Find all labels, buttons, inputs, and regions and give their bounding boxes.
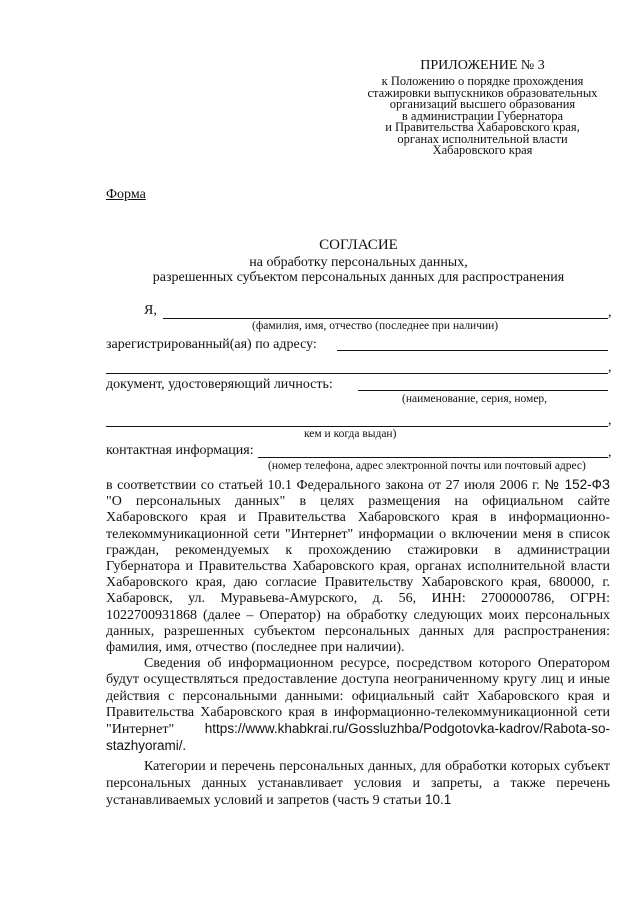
- appendix-header: [330, 57, 635, 157]
- address-label: зарегистрированный(ая) по адресу:: [106, 337, 317, 352]
- fio-field[interactable]: [163, 318, 608, 319]
- id-document-label: документ, удостоверяющий личность:: [106, 377, 333, 392]
- i-label: Я,: [144, 303, 157, 318]
- paragraph-text: Сведения об информационном ресурсе, посредством которого Оператором будут осуществляться предоставление доступа неограниченному кругу лиц и иные действия с персональными данными: официальный сайт Хабаровского края и Правительства Хабаровского края в информационно-телекоммуникационной сети "Интернет": [106, 656, 610, 738]
- appendix-line: стажировки выпускников образовательных: [367, 85, 598, 100]
- paragraph-text: Категории и перечень персональных данных, для обработки которых субъект персональных данных устанавливает условия и запреты, а также перечень устанавливаемых условий и запретов (часть 9 статьи: [106, 759, 610, 808]
- article-number: 10.1: [425, 791, 452, 807]
- paragraph-categories: [106, 759, 610, 809]
- appendix-line: в администрации Губернатора: [401, 108, 564, 123]
- paragraph-text: "О персональных данных" в целях размещения на официальном сайте Хабаровского края и Правительства Хабаровского края в информационно-телекоммуникационной сети "Интернет" информации о включении меня в список граждан, рекомендуемых к прохождению стажировки в администрации Губернатора и Правительства Хабаровского края, органах исполнительной власти Хабаровского края, даю согласие Правительству Хабаровского края, 680000, г. Хабаровск, ул. Муравьева-Амурского, д. 56, ИНН: 2700000786, ОГРН: 1022700931868 (далее – Оператор) на обработку следующих моих персональных данных, разрешенных субъектом персональных данных для распространения: фамилия, имя, отчество (последнее при наличии).: [106, 494, 610, 656]
- document-title: СОГЛАСИЕ: [319, 237, 398, 253]
- document-heading: [106, 235, 611, 285]
- appendix-line: организаций высшего образования: [389, 97, 576, 111]
- address-field-line2[interactable]: [106, 373, 608, 374]
- body-text: [106, 477, 610, 809]
- resource-url[interactable]: https://www.khabkrai.ru/Gossluzhba/Podgotovka-kadrov/Rabota-so-stazhyorami/: [106, 721, 610, 754]
- paragraph-consent: [106, 477, 610, 656]
- paragraph-resource: [106, 656, 610, 755]
- appendix-title: ПРИЛОЖЕНИЕ № 3: [420, 58, 545, 73]
- document-subtitle: разрешенных субъектом персональных данных для распространения: [152, 270, 565, 285]
- appendix-line: к Положению о порядке прохождения: [381, 74, 584, 88]
- paragraph-text: в соответствии со статьей 10.1 Федерального закона от 27 июля 2006 г.: [106, 478, 545, 493]
- document-subtitle: на обработку персональных данных,: [249, 255, 468, 270]
- fio-hint: (фамилия, имя, отчество (последнее при наличии): [252, 320, 499, 332]
- form-label: Форма: [106, 187, 146, 202]
- address-comma: ,: [608, 360, 612, 375]
- appendix-line: Хабаровского края: [432, 143, 533, 157]
- paragraph-text: .: [182, 739, 187, 755]
- appendix-line: органах исполнительной власти: [397, 131, 568, 146]
- contact-label: контактная информация:: [106, 443, 254, 458]
- issued-hint: кем и когда выдан): [304, 428, 397, 440]
- fio-comma: ,: [608, 305, 612, 320]
- appendix-line: и Правительства Хабаровского края,: [385, 120, 580, 134]
- id-document-hint: (наименование, серия, номер,: [402, 393, 548, 405]
- id-document-field-line2[interactable]: [106, 426, 608, 427]
- id-document-field[interactable]: [358, 390, 608, 391]
- law-number: № 152-ФЗ: [544, 477, 611, 492]
- contact-hint: (номер телефона, адрес электронной почты или почтовый адрес): [268, 460, 586, 472]
- contact-field[interactable]: [258, 457, 608, 458]
- contact-comma: ,: [608, 445, 612, 460]
- address-field[interactable]: [337, 350, 608, 351]
- id-document-comma: ,: [608, 413, 612, 428]
